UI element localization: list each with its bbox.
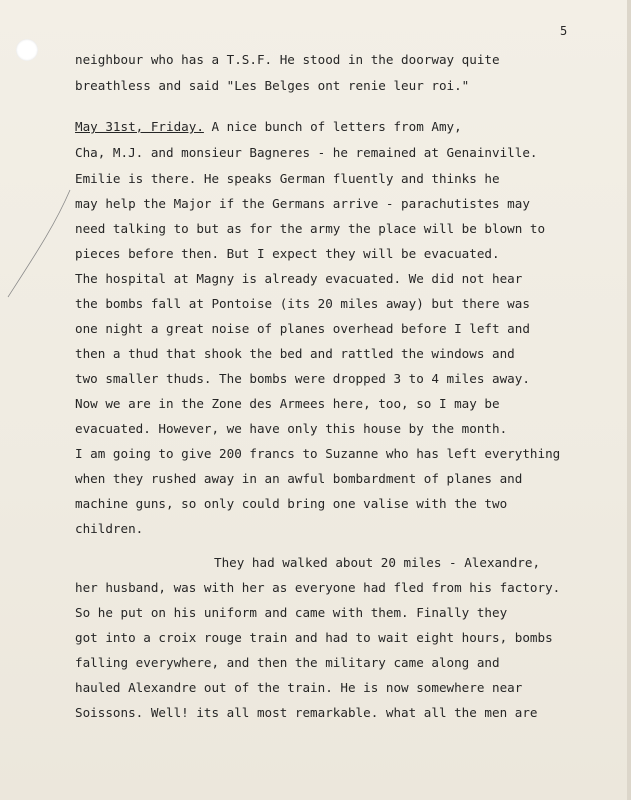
text-line: Soissons. Well! its all most remarkable. what all the men are — [75, 705, 538, 720]
page-number: 5 — [560, 24, 568, 38]
text-line: when they rushed away in an awful bombardment of planes and — [75, 471, 523, 486]
text-line: pieces before then. But I expect they will be evacuated. — [75, 246, 500, 261]
text-line: two smaller thuds. The bombs were dropped 3 to 4 miles away. — [75, 371, 530, 386]
text-line: hauled Alexandre out of the train. He is now somewhere near — [75, 680, 523, 695]
date-heading: May 31st, Friday. — [75, 119, 204, 134]
text-line: Now we are in the Zone des Armees here, too, so I may be — [75, 396, 500, 411]
text-line: got into a croix rouge train and had to wait eight hours, bombs — [75, 630, 553, 645]
text-line: then a thud that shook the bed and rattled the windows and — [75, 346, 515, 361]
text-line: Cha, M.J. and monsieur Bagneres - he remained at Genainville. — [75, 145, 538, 160]
text-line — [75, 119, 462, 134]
text-line: neighbour who has a T.S.F. He stood in the doorway quite — [75, 52, 500, 67]
text-line: need talking to but as for the army the place will be blown to — [75, 221, 546, 236]
text-line: breathless and said "Les Belges ont renie leur roi." — [75, 78, 470, 93]
pencil-mark — [0, 185, 80, 305]
text-line: machine guns, so only could bring one valise with the two — [75, 496, 508, 511]
text-line: may help the Major if the Germans arrive - parachutistes may — [75, 196, 530, 211]
text-line: one night a great noise of planes overhead before I left and — [75, 321, 530, 336]
text-line: the bombs fall at Pontoise (its 20 miles away) but there was — [75, 296, 530, 311]
text-line: evacuated. However, we have only this house by the month. — [75, 421, 508, 436]
text-line: The hospital at Magny is already evacuated. We did not hear — [75, 271, 523, 286]
text-line: her husband, was with her as everyone had fled from his factory. — [75, 580, 561, 595]
page-edge — [627, 0, 631, 800]
punch-hole — [16, 39, 38, 61]
text-line: So he put on his uniform and came with them. Finally they — [75, 605, 508, 620]
text-line: children. — [75, 521, 144, 536]
text-line: They had walked about 20 miles - Alexandre, — [214, 555, 541, 570]
text-span: A nice bunch of letters from Amy, — [211, 119, 462, 134]
text-line: Emilie is there. He speaks German fluently and thinks he — [75, 171, 500, 186]
text-line: falling everywhere, and then the military came along and — [75, 655, 500, 670]
text-line: I am going to give 200 francs to Suzanne who has left everything — [75, 446, 561, 461]
